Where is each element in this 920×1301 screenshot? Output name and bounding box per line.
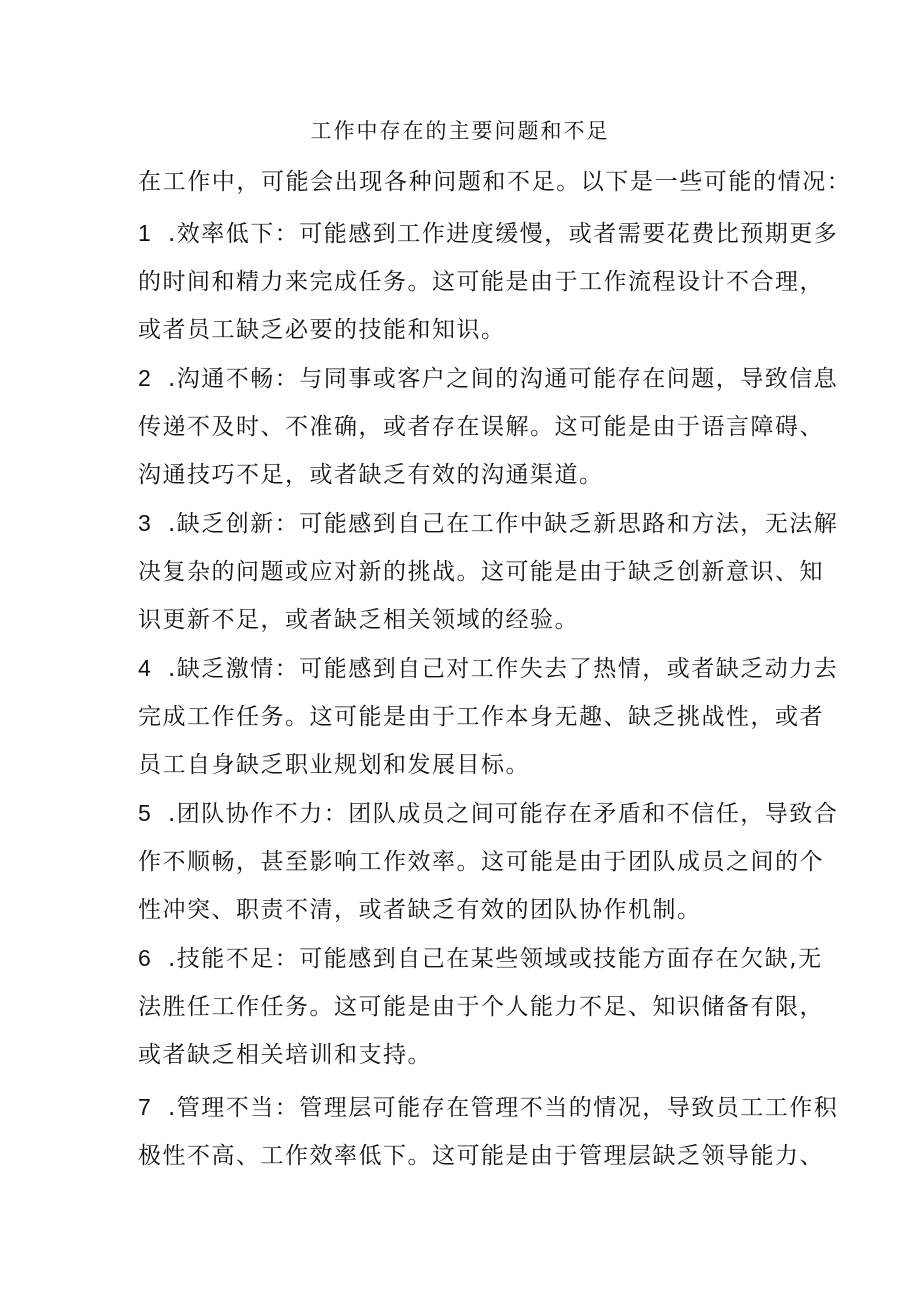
item-line: 完成工作任务。这可能是由于工作本身无趣、缺乏挑战性，或者 <box>138 703 824 730</box>
item-line: 传递不及时、不准确，或者存在误解。这可能是由于语言障碍、 <box>138 413 824 440</box>
item-line: 或者员工缺乏必要的技能和知识。 <box>138 317 506 343</box>
list-item <box>138 940 824 1086</box>
item-text: .沟通不畅：与同事或客户之间的沟通可能存在问题，导致信息 <box>168 366 839 392</box>
list-item <box>138 1089 839 1186</box>
intro-paragraph: 在工作中，可能会出现各种问题和不足。以下是一些可能的情况： <box>138 169 852 195</box>
item-number: 2 <box>138 365 151 391</box>
item-line: 员工自身缺乏职业规划和发展目标。 <box>138 752 530 778</box>
item-line <box>138 215 839 264</box>
list-item <box>138 795 839 941</box>
item-line <box>138 650 839 699</box>
item-line: 极性不高、工作效率低下。这可能是由于管理层缺乏领导能力、 <box>138 1142 824 1169</box>
item-text: .技能不足：可能感到自己在某些领域或技能方面存在欠缺,无 <box>168 946 823 972</box>
item-line: 法胜任工作任务。这可能是由于个人能力不足、知识储备有限， <box>138 993 824 1020</box>
item-number: 4 <box>138 655 151 681</box>
item-text: .缺乏创新：可能感到自己在工作中缺乏新思路和方法，无法解 <box>168 511 839 537</box>
item-number: 7 <box>138 1094 151 1120</box>
item-text: .管理不当：管理层可能存在管理不当的情况，导致员工工作积 <box>168 1095 839 1121</box>
item-line: 决复杂的问题或应对新的挑战。这可能是由于缺乏创新意识、知 <box>138 558 824 585</box>
item-line <box>138 795 839 844</box>
item-line <box>138 940 823 989</box>
item-line: 识更新不足，或者缺乏相关领域的经验。 <box>138 607 579 633</box>
item-line: 作不顺畅，甚至影响工作效率。这可能是由于团队成员之间的个 <box>138 848 824 875</box>
item-line: 或者缺乏相关培训和支持。 <box>138 1042 432 1068</box>
item-text: .缺乏激情：可能感到自己对工作失去了热情，或者缺乏动力去 <box>168 656 839 682</box>
document-title: 工作中存在的主要问题和不足 <box>310 119 610 143</box>
item-line: 性冲突、职责不清，或者缺乏有效的团队协作机制。 <box>138 897 702 923</box>
item-text: .效率低下：可能感到工作进度缓慢，或者需要花费比预期更多 <box>168 221 839 247</box>
item-number: 6 <box>138 945 151 971</box>
list-item <box>138 505 839 651</box>
item-number: 1 <box>138 220 151 246</box>
list-item <box>138 215 839 361</box>
item-line: 的时间和精力来完成任务。这可能是由于工作流程设计不合理， <box>138 268 824 295</box>
item-line <box>138 505 839 554</box>
item-line: 沟通技巧不足，或者缺乏有效的沟通渠道。 <box>138 462 604 488</box>
item-line <box>138 1089 839 1138</box>
item-number: 5 <box>138 800 151 826</box>
item-number: 3 <box>138 510 151 536</box>
list-item <box>138 650 839 796</box>
list-item <box>138 360 839 506</box>
item-line <box>138 360 839 409</box>
item-text: .团队协作不力：团队成员之间可能存在矛盾和不信任，导致合 <box>168 801 839 827</box>
